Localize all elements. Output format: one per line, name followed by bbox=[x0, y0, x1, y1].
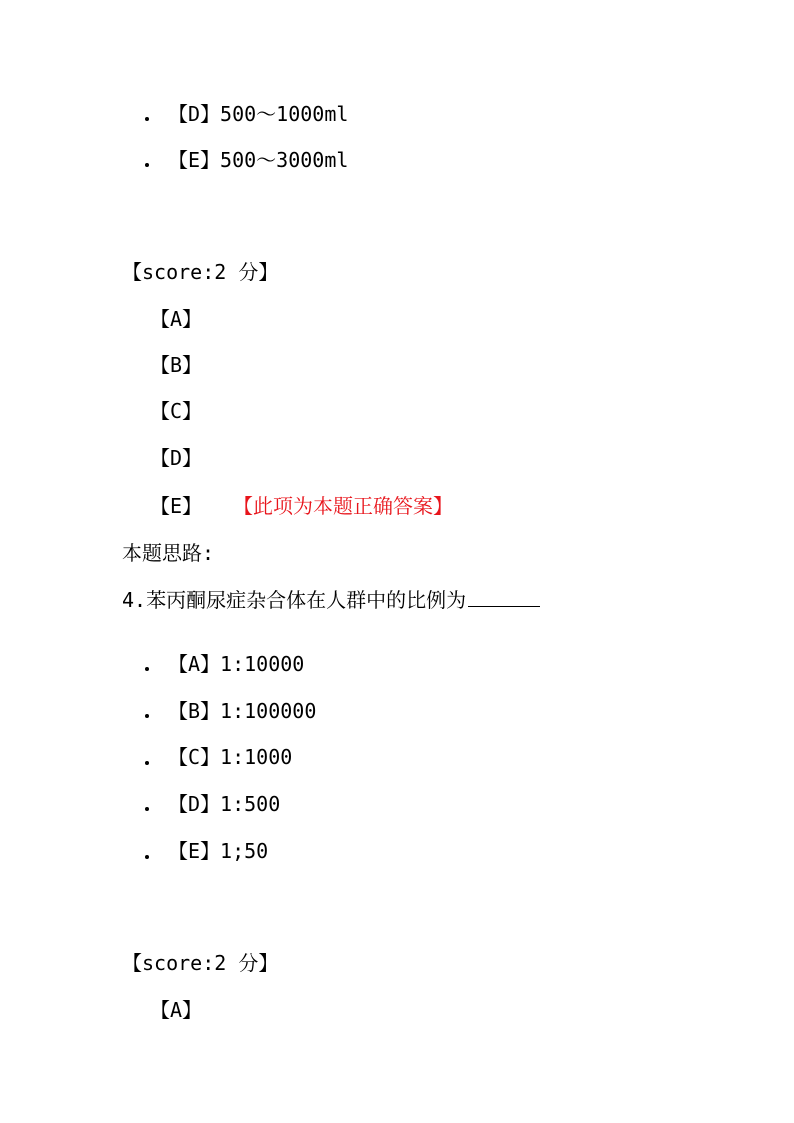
question-text bbox=[122, 588, 540, 612]
answer-blank bbox=[468, 588, 540, 607]
score-label: 【score:2 分】 bbox=[122, 260, 279, 284]
bullet bbox=[145, 807, 149, 811]
bullet bbox=[145, 163, 149, 167]
bullet bbox=[145, 761, 149, 765]
option-d: 【D】1:500 bbox=[168, 792, 281, 816]
answer-choice-e: 【E】 bbox=[150, 494, 203, 518]
bullet bbox=[145, 117, 149, 121]
answer-choice-c: 【C】 bbox=[150, 399, 203, 423]
answer-choice-d: 【D】 bbox=[150, 446, 203, 470]
option-e: 【E】1;50 bbox=[168, 839, 269, 863]
option-c: 【C】1:1000 bbox=[168, 745, 293, 769]
option-b: 【B】1:100000 bbox=[168, 699, 317, 723]
answer-choice-a: 【A】 bbox=[150, 307, 203, 331]
answer-choice-a: 【A】 bbox=[150, 998, 203, 1022]
bullet bbox=[145, 714, 149, 718]
option-a: 【A】1:10000 bbox=[168, 652, 305, 676]
thinking-label: 本题思路: bbox=[122, 541, 215, 565]
correct-answer-note: 【此项为本题正确答案】 bbox=[233, 494, 453, 518]
score-label: 【score:2 分】 bbox=[122, 951, 279, 975]
option-d: 【D】500～1000ml bbox=[168, 102, 349, 126]
option-e: 【E】500～3000ml bbox=[168, 148, 349, 172]
question-4-text: 4.苯丙酮尿症杂合体在人群中的比例为 bbox=[122, 588, 467, 612]
answer-choice-b: 【B】 bbox=[150, 353, 203, 377]
bullet bbox=[145, 855, 149, 859]
bullet bbox=[145, 667, 149, 671]
